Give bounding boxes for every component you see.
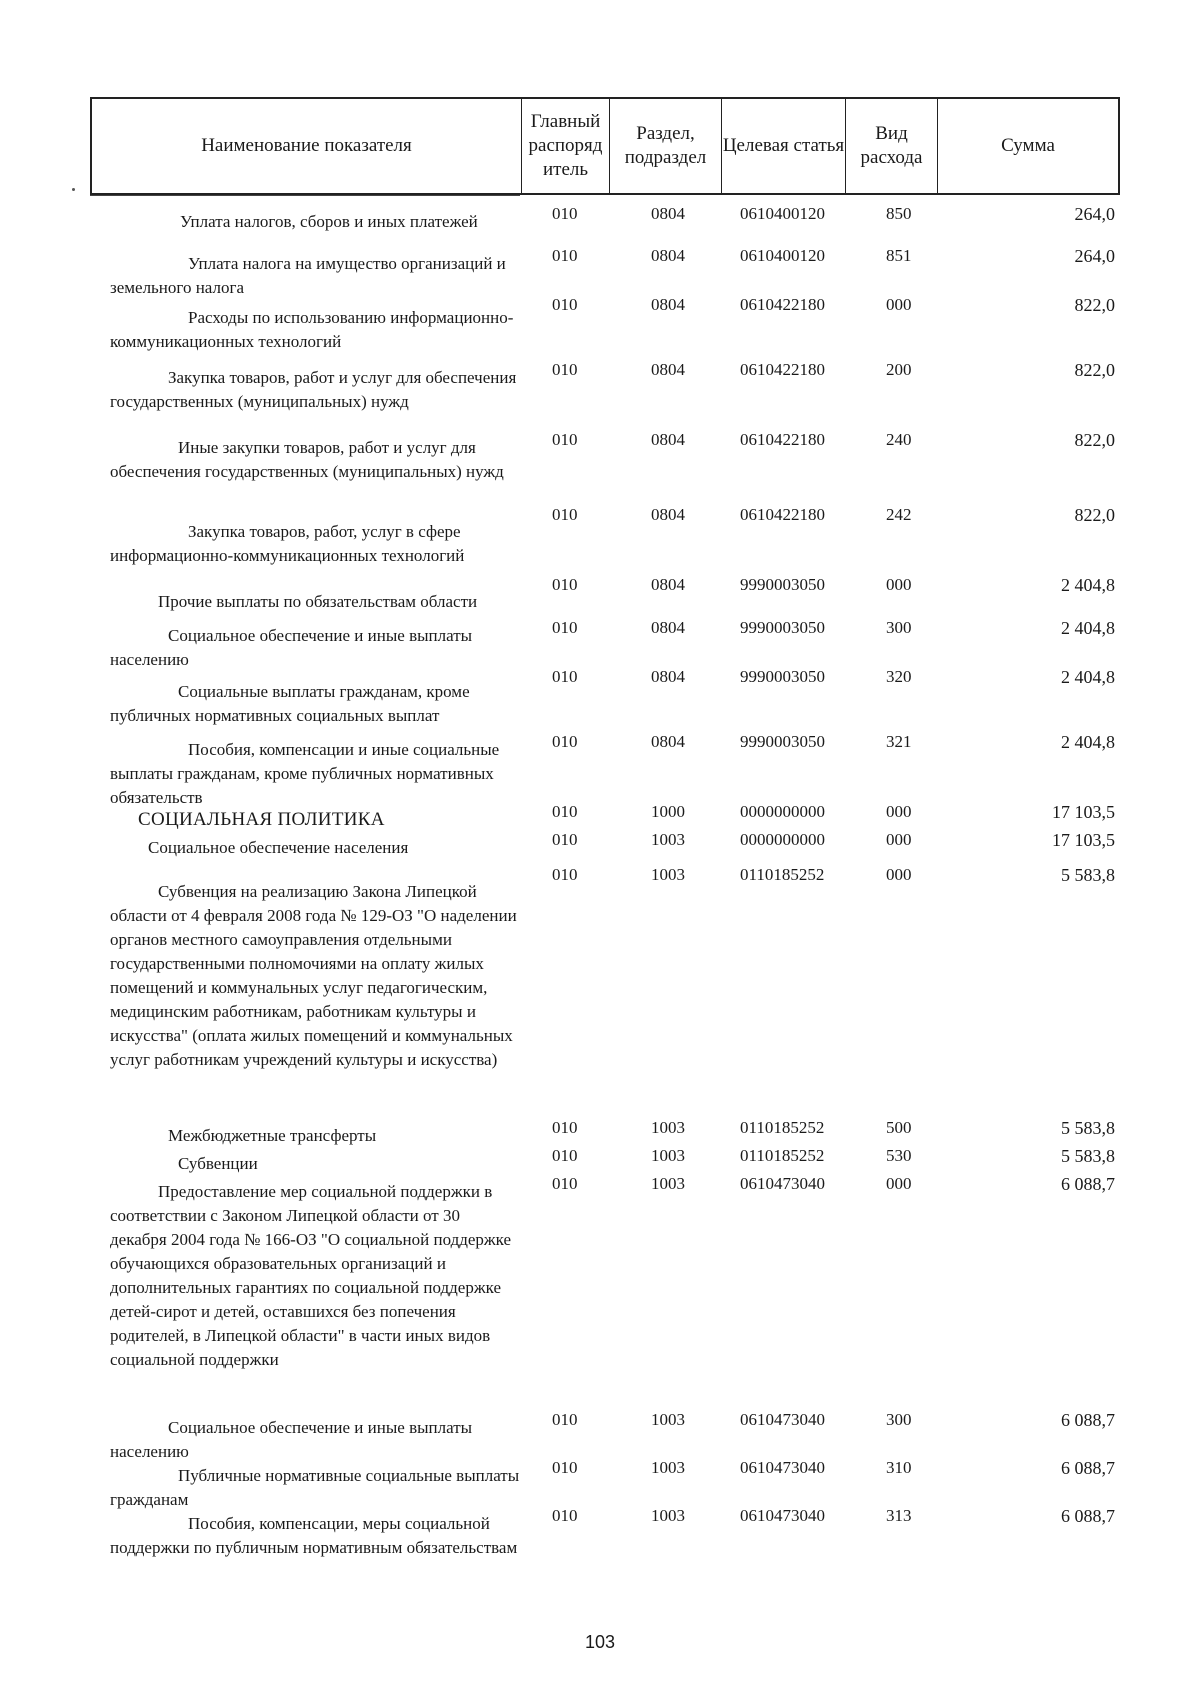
cell-vid: 000 — [886, 1174, 912, 1193]
cell-razdel: 1003 — [651, 1410, 685, 1429]
cell-glav: 010 — [552, 1410, 578, 1429]
cell-celevaya: 9990003050 — [740, 618, 825, 637]
header-celevaya: Целевая статья — [722, 99, 846, 193]
cell-vid: 300 — [886, 618, 912, 637]
cell-summa: 2 404,8 — [1061, 732, 1115, 752]
cell-razdel: 0804 — [651, 246, 685, 265]
header-vid: Вид расхода — [846, 99, 938, 193]
row-name: Социальное обеспечение и иные выплаты населению — [110, 626, 473, 669]
cell-celevaya: 0610422180 — [740, 360, 825, 379]
cell-razdel: 0804 — [651, 618, 685, 637]
cell-vid: 300 — [886, 1410, 912, 1429]
header-glav: Главный распоряд итель — [522, 99, 610, 193]
cell-glav: 010 — [552, 732, 578, 751]
cell-summa: 17 103,5 — [1052, 802, 1115, 822]
cell-razdel: 1003 — [651, 830, 685, 849]
cell-celevaya: 0110185252 — [740, 1146, 825, 1165]
row-name: Субвенция на реализацию Закона Липецкой области от 4 февраля 2008 года № 129-ОЗ "О наделении органов местного самоуправления отдельными государственными полномочиями на оплату жилых помещений и коммунальных услуг педагогическим, медицинским работникам, работникам культуры и искусства" (оплата жилых помещений и коммунальных услуг работникам учреждений культуры и искусства) — [110, 882, 517, 1069]
cell-celevaya: 0610473040 — [740, 1174, 825, 1193]
row-name: Социальное обеспечение населения — [148, 838, 409, 857]
row-name: Социальные выплаты гражданам, кроме публичных нормативных социальных выплат — [110, 682, 470, 725]
cell-glav: 010 — [552, 667, 578, 686]
cell-glav: 010 — [552, 505, 578, 524]
cell-glav: 010 — [552, 1174, 578, 1193]
row-name: Уплата налогов, сборов и иных платежей — [180, 212, 478, 231]
table-header — [90, 97, 1120, 195]
cell-summa: 5 583,8 — [1061, 1146, 1115, 1166]
header-summa: Сумма — [1001, 135, 1055, 156]
cell-razdel: 1003 — [651, 865, 685, 884]
row-name: Закупка товаров, работ и услуг для обеспечения государственных (муниципальных) нужд — [110, 368, 517, 411]
row-name: Закупка товаров, работ, услуг в сфере информационно-коммуникационных технологий — [110, 522, 465, 565]
cell-celevaya: 0110185252 — [740, 865, 825, 884]
row-name: Межбюджетные трансферты — [168, 1126, 377, 1145]
cell-celevaya: 9990003050 — [740, 575, 825, 594]
cell-glav: 010 — [552, 360, 578, 379]
cell-razdel: 1003 — [651, 1146, 685, 1165]
row-name: Предоставление мер социальной поддержки в соответствии с Законом Липецкой области от 30 декабря 2004 года № 166-ОЗ "О социальной поддержке обучающихся образовательных организаций и дополнительных гарантиях по социальной поддержке детей-сирот и детей, оставшихся без попечения родителей, в Липецкой области" в части иных видов социальной поддержки — [110, 1182, 512, 1369]
cell-razdel: 0804 — [651, 204, 685, 223]
cell-summa: 822,0 — [1074, 505, 1115, 525]
cell-summa: 822,0 — [1074, 360, 1115, 380]
cell-vid: 000 — [886, 295, 912, 314]
cell-glav: 010 — [552, 204, 578, 223]
row-name: Расходы по использованию информационно-коммуникационных технологий — [110, 308, 514, 351]
cell-vid: 320 — [886, 667, 912, 686]
cell-celevaya: 0610473040 — [740, 1458, 825, 1477]
cell-glav: 010 — [552, 430, 578, 449]
cell-razdel: 1003 — [651, 1118, 685, 1137]
cell-vid: 850 — [886, 204, 912, 223]
cell-summa: 2 404,8 — [1061, 667, 1115, 687]
cell-glav: 010 — [552, 802, 578, 821]
cell-celevaya: 0000000000 — [740, 830, 825, 849]
cell-vid: 000 — [886, 575, 912, 594]
cell-celevaya: 0610400120 — [740, 246, 825, 265]
row-name: Пособия, компенсации и иные социальные выплаты гражданам, кроме публичных нормативных обязательств — [110, 740, 500, 807]
cell-celevaya: 0610422180 — [740, 430, 825, 449]
cell-celevaya: 9990003050 — [740, 732, 825, 751]
cell-vid: 242 — [886, 505, 912, 524]
cell-summa: 5 583,8 — [1061, 865, 1115, 885]
cell-razdel: 1000 — [651, 802, 685, 821]
cell-glav: 010 — [552, 1506, 578, 1525]
cell-summa: 822,0 — [1074, 295, 1115, 315]
row-name: Иные закупки товаров, работ и услуг для обеспечения государственных (муниципальных) нужд — [110, 438, 504, 481]
cell-razdel: 0804 — [651, 360, 685, 379]
cell-razdel: 1003 — [651, 1506, 685, 1525]
cell-razdel: 0804 — [651, 575, 685, 594]
cell-celevaya: 0610473040 — [740, 1410, 825, 1429]
row-name: Социальное обеспечение и иные выплаты населению — [110, 1418, 473, 1461]
cell-razdel: 0804 — [651, 505, 685, 524]
cell-razdel: 0804 — [651, 732, 685, 751]
cell-summa: 6 088,7 — [1061, 1506, 1115, 1526]
cell-vid: 000 — [886, 865, 912, 884]
cell-glav: 010 — [552, 1458, 578, 1477]
cell-celevaya: 0610422180 — [740, 295, 825, 314]
cell-summa: 264,0 — [1074, 246, 1115, 266]
cell-vid: 000 — [886, 802, 912, 821]
cell-razdel: 0804 — [651, 430, 685, 449]
cell-celevaya: 0610400120 — [740, 204, 825, 223]
cell-vid: 851 — [886, 246, 912, 265]
cell-summa: 6 088,7 — [1061, 1410, 1115, 1430]
cell-vid: 240 — [886, 430, 912, 449]
cell-celevaya: 9990003050 — [740, 667, 825, 686]
cell-vid: 310 — [886, 1458, 912, 1477]
cell-celevaya: 0610422180 — [740, 505, 825, 524]
cell-glav: 010 — [552, 865, 578, 884]
header-name: Наименование показателя — [92, 99, 522, 193]
cell-glav: 010 — [552, 830, 578, 849]
cell-vid: 000 — [886, 830, 912, 849]
row-name: Пособия, компенсации, меры социальной поддержки по публичным нормативным обязательствам — [110, 1514, 518, 1557]
cell-vid: 321 — [886, 732, 912, 751]
cell-glav: 010 — [552, 295, 578, 314]
header-underline — [90, 195, 520, 196]
cell-vid: 313 — [886, 1506, 912, 1525]
row-name: Публичные нормативные социальные выплаты гражданам — [110, 1466, 520, 1509]
cell-summa: 264,0 — [1074, 204, 1115, 224]
row-name: Уплата налога на имущество организаций и земельного налога — [110, 254, 506, 297]
cell-summa: 6 088,7 — [1061, 1458, 1115, 1478]
cell-razdel: 0804 — [651, 667, 685, 686]
cell-summa: 2 404,8 — [1061, 618, 1115, 638]
cell-celevaya: 0110185252 — [740, 1118, 825, 1137]
cell-glav: 010 — [552, 246, 578, 265]
cell-celevaya: 0000000000 — [740, 802, 825, 821]
scan-dot — [72, 188, 75, 191]
cell-razdel: 1003 — [651, 1458, 685, 1477]
cell-glav: 010 — [552, 575, 578, 594]
cell-razdel: 1003 — [651, 1174, 685, 1193]
row-name: СОЦИАЛЬНАЯ ПОЛИТИКА — [138, 809, 385, 830]
cell-vid: 530 — [886, 1146, 912, 1165]
cell-glav: 010 — [552, 1146, 578, 1165]
row-name: Прочие выплаты по обязательствам области — [158, 592, 478, 611]
cell-razdel: 0804 — [651, 295, 685, 314]
cell-summa: 5 583,8 — [1061, 1118, 1115, 1138]
cell-vid: 200 — [886, 360, 912, 379]
cell-glav: 010 — [552, 1118, 578, 1137]
header-razdel: Раздел, подраздел — [610, 99, 722, 193]
cell-celevaya: 0610473040 — [740, 1506, 825, 1525]
cell-summa: 17 103,5 — [1052, 830, 1115, 850]
page-number: 103 — [584, 1632, 616, 1652]
cell-summa: 822,0 — [1074, 430, 1115, 450]
cell-summa: 2 404,8 — [1061, 575, 1115, 595]
cell-glav: 010 — [552, 618, 578, 637]
cell-summa: 6 088,7 — [1061, 1174, 1115, 1194]
cell-vid: 500 — [886, 1118, 912, 1137]
row-name: Субвенции — [178, 1154, 258, 1173]
